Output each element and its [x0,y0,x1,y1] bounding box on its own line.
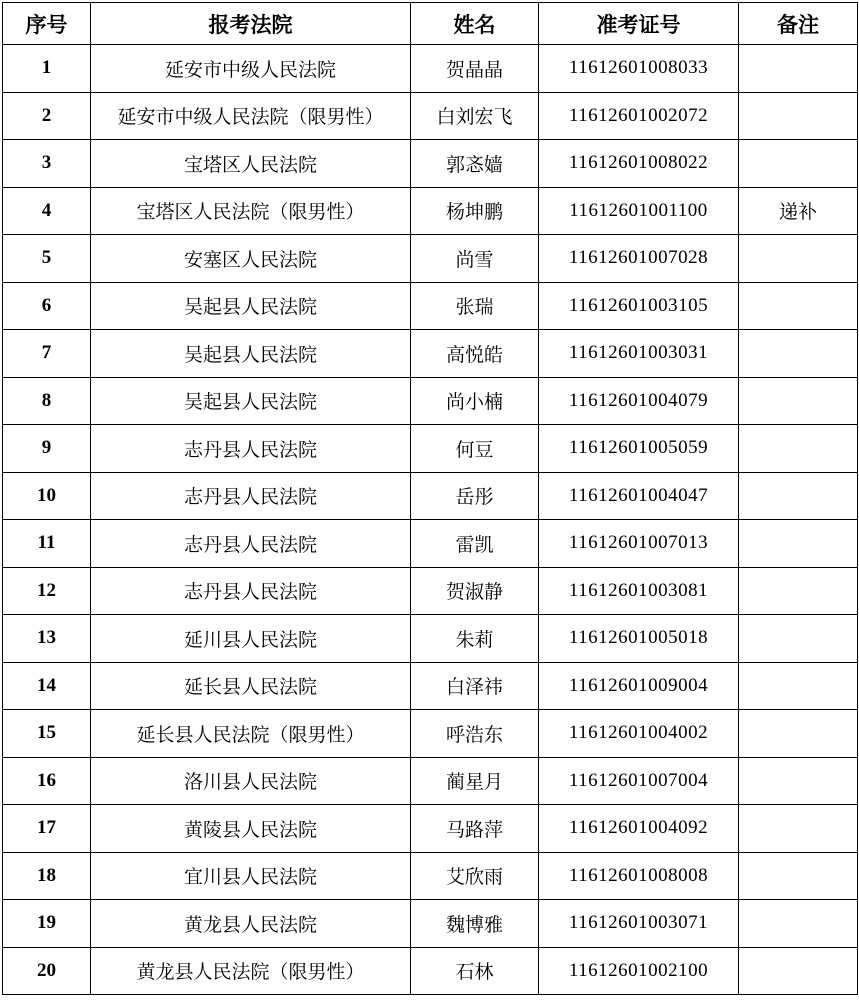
cell-no: 8 [3,377,91,425]
table-row [3,615,858,663]
cell-name: 艾欣雨 [411,852,539,900]
table-row [3,92,858,140]
cell-no: 1 [3,45,91,93]
table-row [3,282,858,330]
cell-ticket: 11612601008033 [539,45,739,93]
table-row [3,472,858,520]
cell-ticket: 11612601001100 [539,187,739,235]
cell-remark [739,235,858,283]
cell-court: 安塞区人民法院 [91,235,411,283]
cell-court: 延安市中级人民法院 [91,45,411,93]
cell-ticket: 11612601007004 [539,757,739,805]
cell-ticket: 11612601004079 [539,377,739,425]
cell-name: 贺晶晶 [411,45,539,93]
cell-name: 张瑞 [411,282,539,330]
cell-name: 杨坤鹏 [411,187,539,235]
cell-court: 黄陵县人民法院 [91,805,411,853]
cell-remark [739,282,858,330]
cell-court: 延川县人民法院 [91,615,411,663]
table-row [3,710,858,758]
cell-remark [739,377,858,425]
cell-ticket: 11612601003071 [539,900,739,948]
cell-ticket: 11612601004047 [539,472,739,520]
cell-court: 延长县人民法院（限男性） [91,710,411,758]
cell-remark [739,615,858,663]
cell-court: 黄龙县人民法院 [91,900,411,948]
cell-court: 宝塔区人民法院 [91,140,411,188]
cell-no: 2 [3,92,91,140]
cell-no: 18 [3,852,91,900]
cell-name: 魏博雅 [411,900,539,948]
cell-name: 石林 [411,947,539,995]
cell-name: 贺淑静 [411,567,539,615]
cell-court: 黄龙县人民法院（限男性） [91,947,411,995]
cell-ticket: 11612601007028 [539,235,739,283]
header-row [3,3,858,45]
cell-name: 郭忞嫱 [411,140,539,188]
cell-remark [739,92,858,140]
cell-court: 志丹县人民法院 [91,520,411,568]
cell-remark [739,662,858,710]
cell-ticket: 11612601004002 [539,710,739,758]
cell-court: 吴起县人民法院 [91,330,411,378]
cell-ticket: 11612601003105 [539,282,739,330]
cell-remark [739,900,858,948]
cell-court: 延安市中级人民法院（限男性） [91,92,411,140]
cell-no: 6 [3,282,91,330]
admission-roster-table [2,2,858,995]
cell-name: 何豆 [411,425,539,473]
header-cell-court: 报考法院 [91,3,411,45]
cell-court: 宜川县人民法院 [91,852,411,900]
cell-name: 白刘宏飞 [411,92,539,140]
cell-no: 17 [3,805,91,853]
header-cell-no: 序号 [3,3,91,45]
cell-name: 呼浩东 [411,710,539,758]
cell-court: 宝塔区人民法院（限男性） [91,187,411,235]
cell-court: 洛川县人民法院 [91,757,411,805]
table-row [3,757,858,805]
cell-court: 志丹县人民法院 [91,472,411,520]
cell-no: 3 [3,140,91,188]
cell-ticket: 11612601008008 [539,852,739,900]
header-cell-ticket: 准考证号 [539,3,739,45]
table-row [3,805,858,853]
header-cell-remark: 备注 [739,3,858,45]
cell-ticket: 11612601002072 [539,92,739,140]
cell-remark [739,520,858,568]
cell-name: 蔺星月 [411,757,539,805]
cell-no: 16 [3,757,91,805]
cell-court: 志丹县人民法院 [91,425,411,473]
cell-ticket: 11612601005059 [539,425,739,473]
cell-no: 11 [3,520,91,568]
cell-no: 4 [3,187,91,235]
cell-no: 7 [3,330,91,378]
cell-remark [739,567,858,615]
cell-no: 12 [3,567,91,615]
cell-no: 13 [3,615,91,663]
cell-ticket: 11612601003081 [539,567,739,615]
cell-no: 5 [3,235,91,283]
table-row [3,45,858,93]
cell-court: 吴起县人民法院 [91,282,411,330]
cell-no: 10 [3,472,91,520]
table-row [3,567,858,615]
table-row [3,520,858,568]
cell-ticket: 11612601002100 [539,947,739,995]
cell-remark [739,710,858,758]
table-row [3,235,858,283]
cell-remark [739,472,858,520]
cell-ticket: 11612601005018 [539,615,739,663]
cell-no: 15 [3,710,91,758]
cell-remark [739,852,858,900]
table-row [3,852,858,900]
table-row [3,330,858,378]
table-row [3,187,858,235]
table-row [3,377,858,425]
cell-remark [739,947,858,995]
cell-ticket: 11612601009004 [539,662,739,710]
cell-remark [739,330,858,378]
cell-ticket: 11612601003031 [539,330,739,378]
cell-name: 尚小楠 [411,377,539,425]
cell-name: 尚雪 [411,235,539,283]
cell-court: 志丹县人民法院 [91,567,411,615]
cell-remark [739,140,858,188]
table-row [3,662,858,710]
cell-no: 9 [3,425,91,473]
cell-name: 朱莉 [411,615,539,663]
cell-remark [739,757,858,805]
cell-no: 20 [3,947,91,995]
cell-name: 岳彤 [411,472,539,520]
cell-name: 马路萍 [411,805,539,853]
table-row [3,425,858,473]
cell-name: 雷凯 [411,520,539,568]
cell-ticket: 11612601008022 [539,140,739,188]
cell-ticket: 11612601007013 [539,520,739,568]
cell-court: 吴起县人民法院 [91,377,411,425]
cell-no: 19 [3,900,91,948]
cell-remark [739,425,858,473]
table-row [3,900,858,948]
cell-name: 高悦皓 [411,330,539,378]
cell-no: 14 [3,662,91,710]
cell-remark [739,805,858,853]
cell-ticket: 11612601004092 [539,805,739,853]
cell-name: 白泽祎 [411,662,539,710]
table-row [3,140,858,188]
cell-court: 延长县人民法院 [91,662,411,710]
header-cell-name: 姓名 [411,3,539,45]
cell-remark: 递补 [739,187,858,235]
table-row [3,947,858,995]
cell-remark [739,45,858,93]
